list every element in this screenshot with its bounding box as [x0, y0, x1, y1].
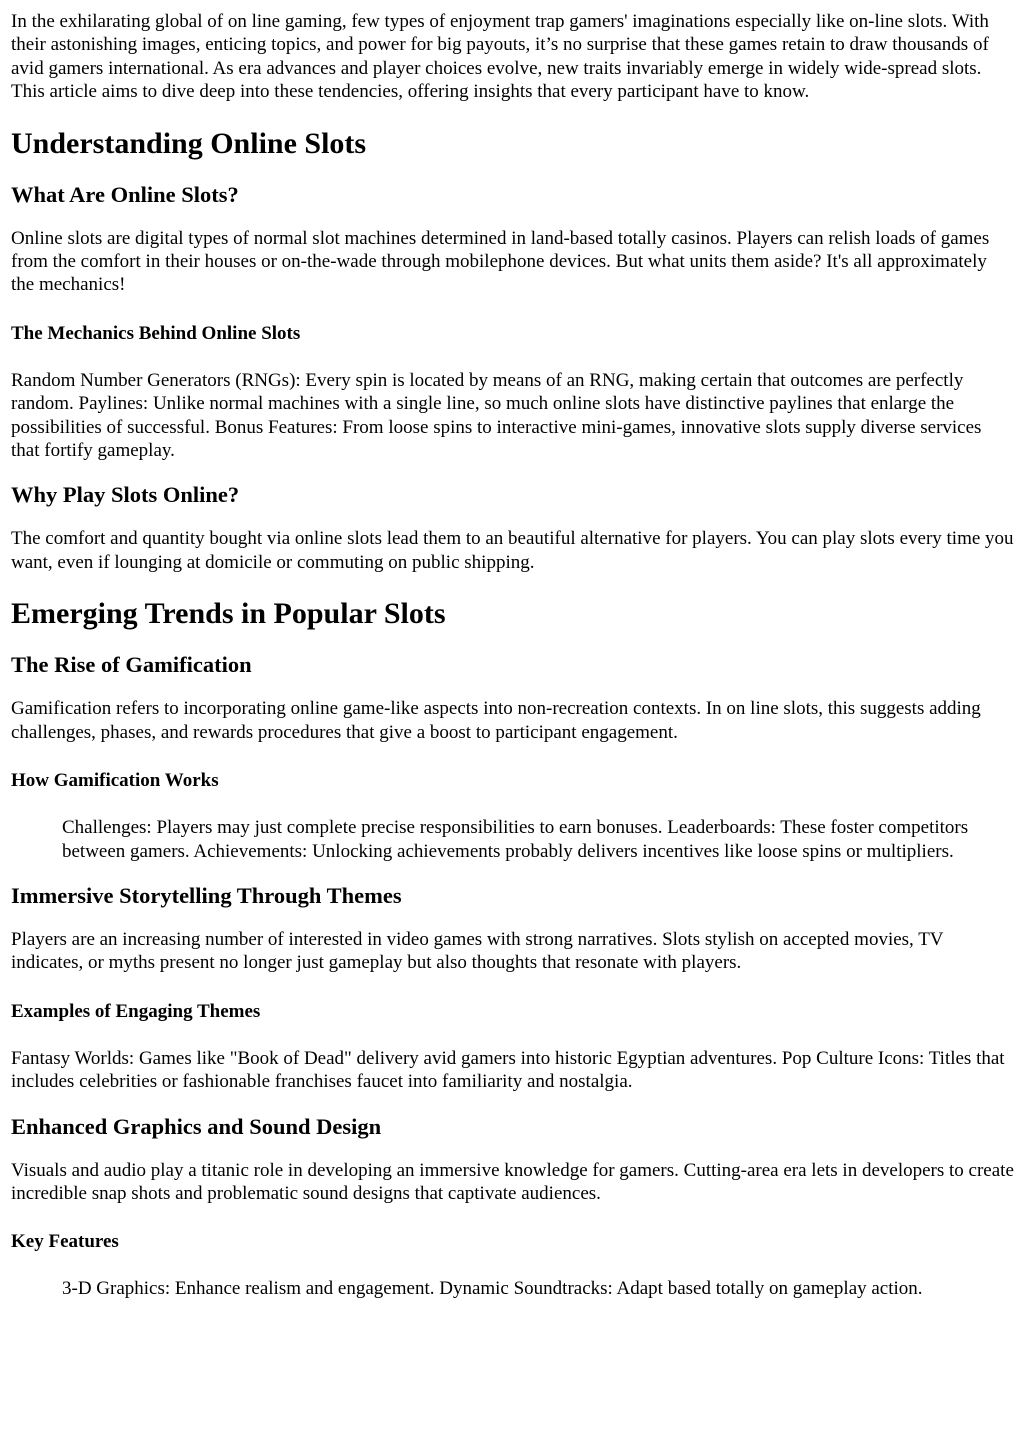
- paragraph-examples: Fantasy Worlds: Games like "Book of Dead" delivery avid gamers into historic Egyptian adventures. Pop Culture Icons: Titles that includes celebrities or fashionable franchises faucet into familiarity and nostalgia.: [11, 1047, 1005, 1093]
- paragraph-storytelling: Players are an increasing number of interested in video games with strong narratives. Slots stylish on accepted movies, TV indicates, or myths present no longer just gameplay but also thoughts that resonate with players.: [11, 928, 944, 974]
- paragraph-what-are-online-slots: Online slots are digital types of normal slot machines determined in land-based totally casinos. Players can relish loads of games from the comfort in their houses or on-the-wade through mobilephone devices. But what units them aside? It's all approximately the mechanics!: [11, 227, 990, 296]
- subheading-gamification: The Rise of Gamification: [11, 652, 252, 678]
- quote-key-features: 3-D Graphics: Enhance realism and engagement. Dynamic Soundtracks: Adapt based totally on gameplay action.: [62, 1278, 923, 1300]
- subheading-graphics-sound: Enhanced Graphics and Sound Design: [11, 1113, 382, 1139]
- paragraph-graphics-sound: Visuals and audio play a titanic role in developing an immersive knowledge for gamers. Cutting-area era lets in developers to create incredible snap shots and problematic sound designs that captivate audiences.: [11, 1159, 1014, 1204]
- intro-paragraph: In the exhilarating global of on line gaming, few types of enjoyment trap gamers' imaginations especially like on-line slots. With their astonishing images, enticing topics, and power for big payouts, it’s no surprise that these games retain to draw thousands of avid gamers international. As era advances and player choices evolve, new traits invariably emerge in widely wide-spread slots. This article aims to dive deep into these tendencies, offering insights that every participant have to know.: [11, 11, 989, 103]
- quote-how-gamification-works: Challenges: Players may just complete precise responsibilities to earn bonuses. Leaderboards: These foster competitors between gamers. Achievements: Unlocking achievements probably delivers incentives like loose spins or multipliers.: [62, 817, 969, 862]
- minor-heading-mechanics: The Mechanics Behind Online Slots: [11, 322, 301, 344]
- minor-heading-how-gamification-works: How Gamification Works: [11, 770, 219, 792]
- paragraph-why-play: The comfort and quantity bought via online slots lead them to an beautiful alternative for players. You can play slots every time you want, even if lounging at domicile or commuting on public shipping.: [11, 528, 1014, 573]
- section-heading-understanding: Understanding Online Slots: [11, 126, 367, 160]
- paragraph-mechanics: Random Number Generators (RNGs): Every spin is located by means of an RNG, making certain that outcomes are perfectly random. Paylines: Unlike normal machines with a single line, so much online slots have distinctive paylines that enlarge the possibilities of successful. Bonus Features: From loose spins to interactive mini-games, innovative slots supply diverse services that fortify gameplay.: [11, 369, 982, 462]
- minor-heading-key-features: Key Features: [11, 1231, 119, 1253]
- subheading-why-play: Why Play Slots Online?: [11, 482, 240, 508]
- minor-heading-examples: Examples of Engaging Themes: [11, 1000, 261, 1022]
- paragraph-gamification: Gamification refers to incorporating online game-like aspects into non-recreation contexts. In on line slots, this suggests adding challenges, phases, and rewards procedures that give a boost to participant engagement.: [11, 698, 981, 743]
- subheading-storytelling: Immersive Storytelling Through Themes: [11, 882, 402, 908]
- subheading-what-are-online-slots: What Are Online Slots?: [11, 181, 239, 207]
- section-heading-emerging-trends: Emerging Trends in Popular Slots: [11, 597, 446, 631]
